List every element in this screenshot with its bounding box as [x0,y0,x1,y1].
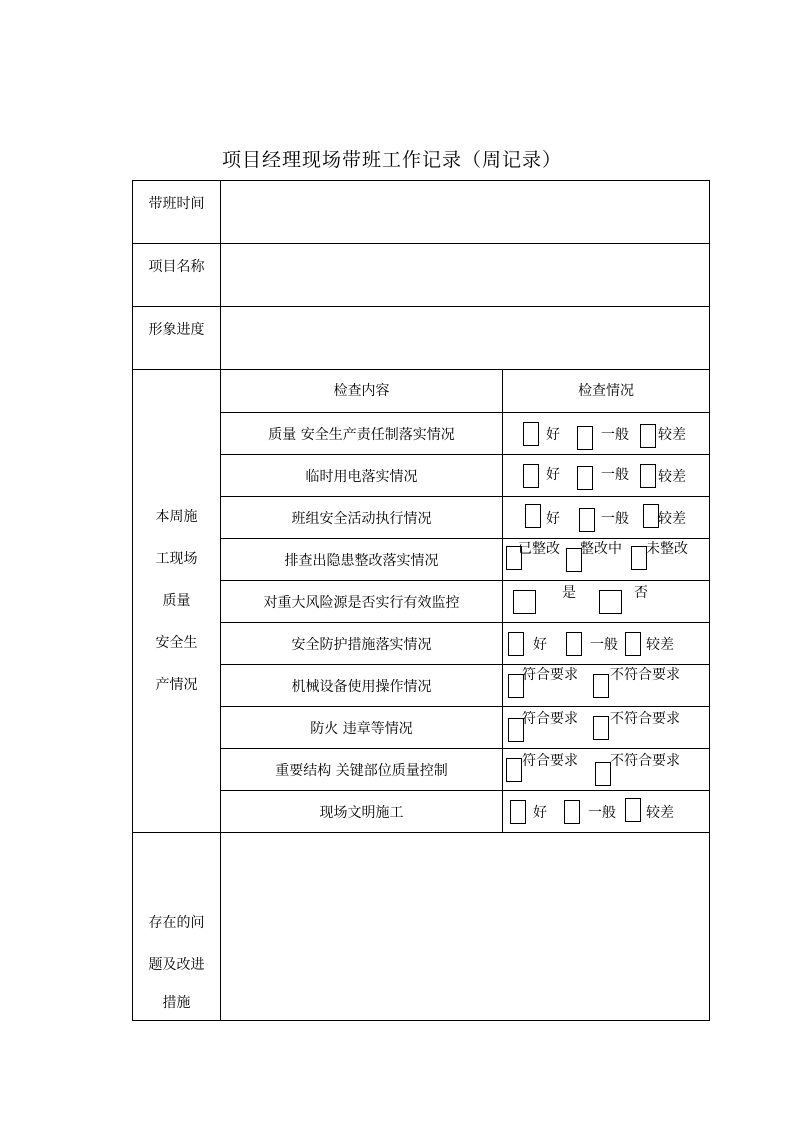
check-item-label: 重要结构 关键部位质量控制 [221,749,503,791]
checkbox[interactable] [506,758,522,782]
check-result [503,707,710,749]
option-label: 较差 [658,511,686,527]
checkbox[interactable] [593,674,609,698]
checkbox[interactable] [577,426,593,450]
header-check-status: 检查情况 [503,370,710,413]
shift-time-field[interactable] [221,181,710,244]
option-label: 一般 [601,427,629,443]
checkbox[interactable] [640,424,656,448]
check-item-label: 安全防护措施落实情况 [221,623,503,665]
check-item-label: 现场文明施工 [221,791,503,833]
checkbox[interactable] [593,716,609,740]
check-item-label: 临时用电落实情况 [221,455,503,497]
check-result [503,665,710,707]
check-item-label: 排查出隐患整改落实情况 [221,539,503,581]
checkbox[interactable] [566,632,582,656]
option-label: 一般 [601,467,629,483]
option-label: 不符合要求 [610,667,680,683]
option-label: 否 [634,585,648,601]
option-label: 已整改 [518,541,560,557]
option-label: 符合要求 [522,753,578,769]
option-label: 较差 [658,427,686,443]
check-result [503,539,710,581]
check-result [503,455,710,497]
checkbox[interactable] [643,504,659,528]
checkbox[interactable] [625,632,641,656]
check-result [503,749,710,791]
progress-label: 形象进度 [133,307,221,370]
problems-label: 存在的问 题及改进 措施 [133,833,221,1021]
option-label: 好 [533,637,547,653]
project-name-label: 项目名称 [133,244,221,307]
option-label: 是 [562,585,576,601]
option-label: 符合要求 [522,667,578,683]
option-label: 一般 [590,637,618,653]
option-label: 整改中 [580,541,622,557]
section-label: 本周施 工现场 质量 安全生 产情况 [133,370,221,833]
checkbox[interactable] [631,546,647,570]
checkbox[interactable] [564,800,580,824]
shift-time-label: 带班时间 [133,181,221,244]
option-label: 符合要求 [522,711,578,727]
option-label: 好 [546,511,560,527]
check-item-label: 机械设备使用操作情况 [221,665,503,707]
check-item-label: 防火 违章等情况 [221,707,503,749]
check-result [503,791,710,833]
checkbox[interactable] [640,464,656,488]
check-item-label: 对重大风险源是否实行有效监控 [221,581,503,623]
page-title: 项目经理现场带班工作记录（周记录） [221,149,562,171]
check-result [503,623,710,665]
option-label: 好 [546,467,560,483]
header-check-content: 检查内容 [221,370,503,413]
option-label: 较差 [646,637,674,653]
check-result [503,413,710,455]
project-name-field[interactable] [221,244,710,307]
option-label: 好 [546,427,560,443]
checkbox[interactable] [513,590,536,614]
checkbox[interactable] [599,590,622,614]
checkbox[interactable] [625,798,641,822]
check-result [503,581,710,623]
option-label: 未整改 [646,541,688,557]
check-result [503,497,710,539]
option-label: 好 [533,805,547,821]
option-label: 一般 [588,805,616,821]
checkbox[interactable] [579,508,595,532]
checkbox[interactable] [510,800,526,824]
problems-field[interactable] [221,833,710,1021]
option-label: 不符合要求 [610,711,680,727]
checkbox[interactable] [508,632,524,656]
check-item-label: 班组安全活动执行情况 [221,497,503,539]
checkbox[interactable] [525,504,541,528]
record-form [132,180,710,1021]
checkbox[interactable] [577,466,593,490]
checkbox[interactable] [523,422,539,446]
check-item-label: 质量 安全生产责任制落实情况 [221,413,503,455]
checkbox[interactable] [523,464,539,488]
option-label: 较差 [658,469,686,485]
option-label: 不符合要求 [610,753,680,769]
progress-field[interactable] [221,307,710,370]
option-label: 较差 [646,805,674,821]
checkbox[interactable] [595,762,611,786]
option-label: 一般 [601,511,629,527]
